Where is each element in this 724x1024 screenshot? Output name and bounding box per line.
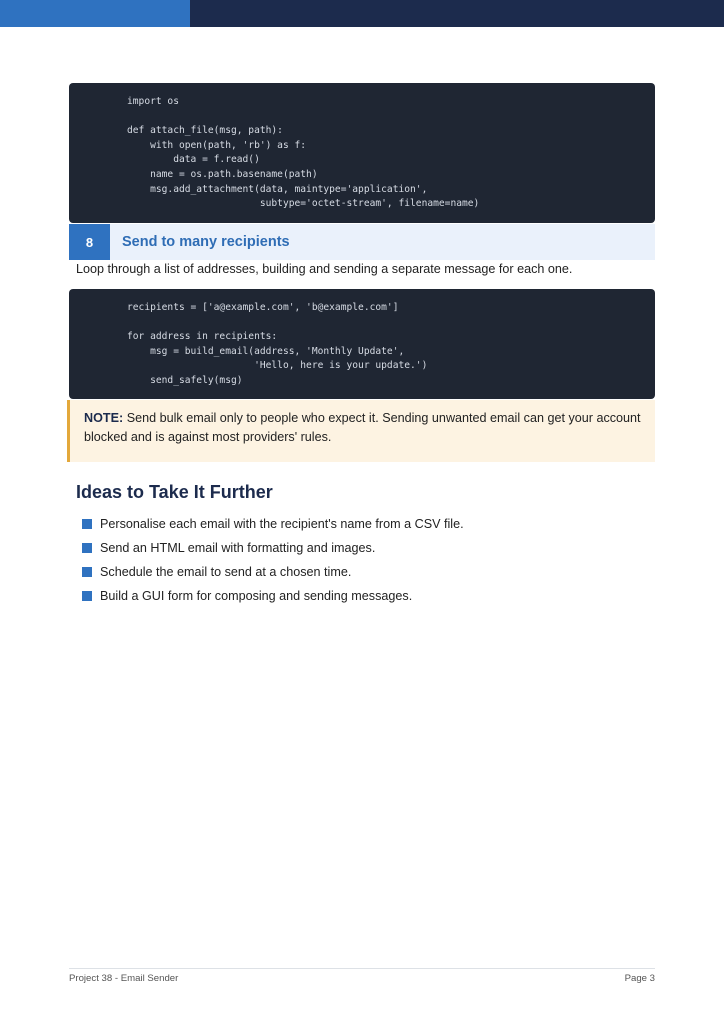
ideas-heading: Ideas to Take It Further bbox=[76, 482, 273, 502]
square-bullet-icon bbox=[82, 519, 92, 529]
ideas-list bbox=[82, 512, 464, 608]
list-item bbox=[82, 584, 464, 608]
code-text: import os def attach_file(msg, path): with open(path, 'rb') as f: data = f.read() name = os.path.basename(path) msg.add_attachment(data, maintype='application', subtype='octet-stream', filename=name) bbox=[127, 96, 480, 210]
code-block-attach-file bbox=[69, 83, 655, 223]
list-item bbox=[82, 512, 464, 536]
code-block-recipients bbox=[69, 289, 655, 399]
footer-page-number: Page 3 bbox=[624, 973, 655, 984]
footer-divider bbox=[69, 968, 655, 969]
step-number: 8 bbox=[69, 224, 110, 260]
note-box bbox=[67, 400, 655, 462]
step-description: Loop through a list of addresses, building and sending a separate message for each one. bbox=[76, 262, 573, 276]
note-text: Send bulk email only to people who expect it. Sending unwanted email can get your account blocked and is against most providers' rules. bbox=[84, 411, 641, 444]
step-header bbox=[69, 224, 655, 260]
header-bar bbox=[0, 0, 724, 27]
list-item bbox=[82, 560, 464, 584]
list-item-text: Build a GUI form for composing and sending messages. bbox=[100, 589, 413, 603]
square-bullet-icon bbox=[82, 567, 92, 577]
step-title: Send to many recipients bbox=[122, 234, 290, 250]
list-item bbox=[82, 536, 464, 560]
note-label: NOTE: bbox=[84, 411, 124, 425]
footer-project-title: Project 38 - Email Sender bbox=[69, 973, 179, 984]
square-bullet-icon bbox=[82, 591, 92, 601]
header-accent bbox=[0, 0, 190, 27]
list-item-text: Send an HTML email with formatting and images. bbox=[100, 541, 376, 555]
code-text: recipients = ['a@example.com', 'b@example.com'] for address in recipients: msg = build_email(address, 'Monthly Update', 'Hello, here is your update.') send_safely(msg) bbox=[127, 302, 428, 386]
square-bullet-icon bbox=[82, 543, 92, 553]
list-item-text: Schedule the email to send at a chosen time. bbox=[100, 565, 352, 579]
list-item-text: Personalise each email with the recipient's name from a CSV file. bbox=[100, 517, 464, 531]
